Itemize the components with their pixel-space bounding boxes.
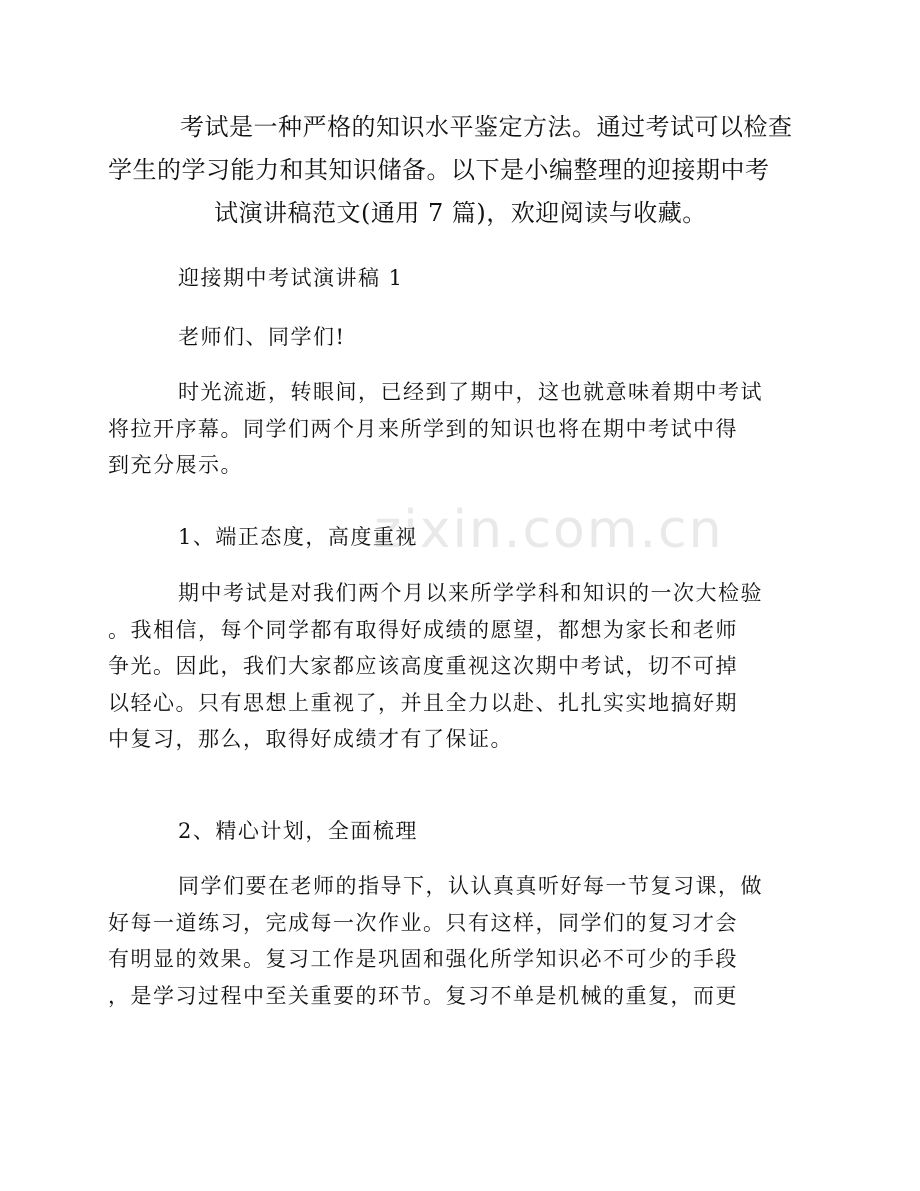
paragraph-line: 好每一道练习，完成每一次作业。只有这样，同学们的复习才会 <box>108 910 738 935</box>
paragraph-1 <box>108 374 812 484</box>
paragraph-line: 同学们要在老师的指导下，认认真真听好每一节复习课，做 <box>178 874 763 898</box>
paragraph-line: 时光流逝，转眼间，已经到了期中，这也就意味着期中考试 <box>178 380 763 404</box>
paragraph-line: 期中考试是对我们两个月以来所学学科和知识的一次大检验 <box>178 581 763 605</box>
paragraph-line: 争光。因此，我们大家都应该高度重视这次期中考试，切不可掉 <box>108 654 738 678</box>
intro-line: 学生的学习能力和其知识储备。以下是小编整理的迎接期中考 <box>108 156 770 184</box>
paragraph-line: 中复习，那么，取得好成绩才有了保证。 <box>108 727 513 751</box>
intro-line: 试演讲稿范文(通用 7 篇)，欢迎阅读与收藏。 <box>214 199 707 227</box>
paragraph-line: ，是学习过程中至关重要的环节。复习不单是机械的重复，而更 <box>108 983 738 1008</box>
paragraph-line: 将拉开序幕。同学们两个月来所学到的知识也将在期中考试中得 <box>108 416 738 441</box>
intro-paragraph <box>108 106 812 235</box>
section-1-heading: 1、端正态度，高度重视 <box>178 525 418 549</box>
paragraph-line: 。我相信，每个同学都有取得好成绩的愿望，都想为家长和老师 <box>108 617 738 642</box>
paragraph-line: 到充分展示。 <box>108 453 243 477</box>
paragraph-line: 有明显的效果。复习工作是巩固和强化所学知识必不可少的手段 <box>108 947 738 971</box>
watermark: zixin.com.cn <box>374 500 724 560</box>
section-2-heading: 2、精心计划，全面梳理 <box>178 819 418 843</box>
intro-line: 考试是一种严格的知识水平鉴定方法。通过考试可以检查 <box>180 113 793 141</box>
section-2-paragraph <box>108 868 812 1014</box>
section-1-paragraph <box>108 575 812 758</box>
speech-title: 迎接期中考试演讲稿 1 <box>178 266 404 290</box>
greeting: 老师们、同学们! <box>178 325 346 349</box>
paragraph-line: 以轻心。只有思想上重视了，并且全力以赴、扎扎实实地搞好期 <box>108 690 738 715</box>
